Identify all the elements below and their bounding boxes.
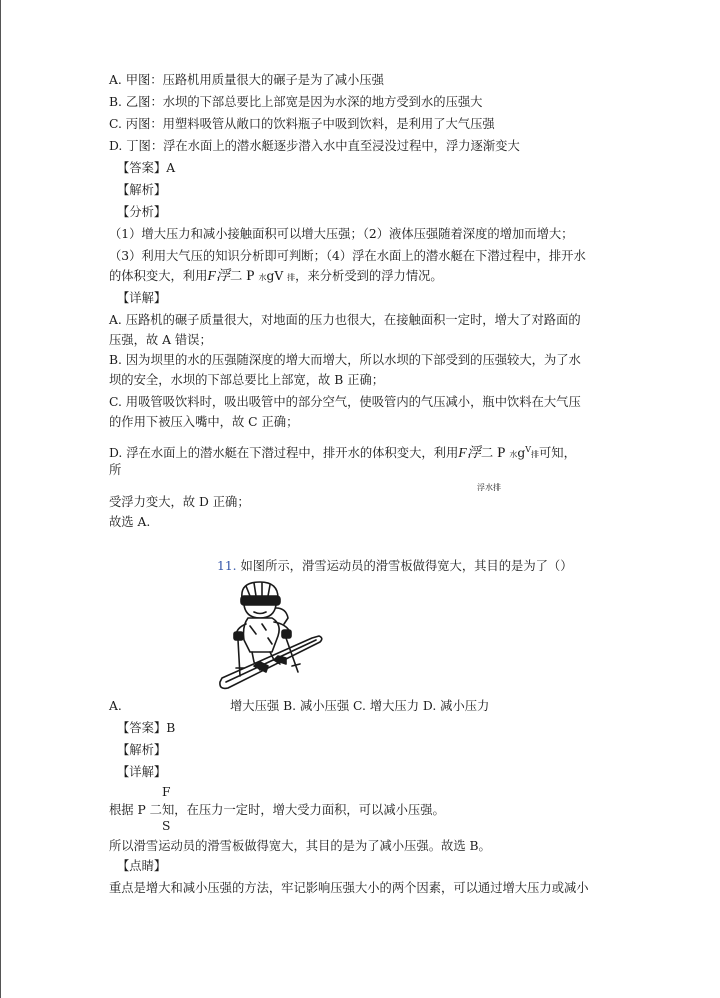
formula-gv: gV <box>266 269 284 283</box>
fenxi-line-3-tail: ，来分析受到的浮力情况。 <box>295 269 443 283</box>
question-number: 11. <box>217 559 237 573</box>
detail-heading: 【详解】 <box>117 291 167 305</box>
formula-fu: 浮 <box>215 269 230 284</box>
detail-b-line-2: 坝的安全，水坝的下部总要比上部宽，故 B 正确； <box>109 373 385 387</box>
fenxi-line-3 <box>109 268 443 286</box>
formula-sub-pai: 排 <box>287 273 296 282</box>
formula2-rho: P <box>497 445 506 462</box>
dianjing-text: 重点是增大和减小压强的方法，牢记影响压强大小的两个因素，可以通过增大压力或减小 <box>109 881 589 895</box>
detail-d-line-3: 受浮力变大，故 D 正确； <box>109 495 250 509</box>
option-d: D. 丁图：浮在水面上的潜水艇逐步潜入水中直至浸没过程中，浮力逐渐变大 <box>109 139 520 153</box>
question-text: 如图所示，滑雪运动员的滑雪板做得宽大，其目的是为了（） <box>240 559 573 573</box>
fraction-numerator: F <box>162 785 171 799</box>
detail-b-line-1: B. 因为坝里的水的压强随深度的增大而增大，所以水坝的下部受到的压强较大，为了水 <box>109 353 581 367</box>
q11-options: 增大压强 B. 减小压强 C. 增大压力 D. 减小压力 <box>230 699 490 713</box>
question-11 <box>217 558 573 574</box>
option-c: C. 丙图：用塑料吸管从敞口的饮料瓶子中吸到饮料，是利用了大气压强 <box>109 117 495 131</box>
analysis-heading: 【解析】 <box>117 183 167 197</box>
formula2-V: V <box>525 445 531 454</box>
formula2-sub-water: 水 <box>509 450 518 460</box>
q11-detail-heading: 【详解】 <box>117 765 167 779</box>
q11-analysis-heading: 【解析】 <box>117 743 167 757</box>
formula-rho: P <box>246 268 255 284</box>
formula-F: F <box>207 269 216 284</box>
fenxi-line-3-text: 的体积变大，利用 <box>109 269 208 283</box>
formula2-eq: 二 <box>480 446 494 461</box>
detail-a-line-1: A. 压路机的碾子质量很大，对地面的压力也很大，在接触面积一定时，增大了对路面的 <box>109 313 581 327</box>
answer-label: 【答案】A <box>117 161 176 175</box>
detail-c-line-2: 的作用下被压入嘴中，故 C 正确； <box>109 415 299 429</box>
skier-figure <box>216 578 324 694</box>
formula2-fu: 浮 <box>466 446 481 462</box>
q11-conclusion: 所以滑雪运动员的滑雪板做得宽大，其目的是为了减小压强。故选 B。 <box>109 839 491 853</box>
detail-a-line-2: 压强，故 A 错误； <box>109 333 212 347</box>
fenxi-heading: 【分析】 <box>117 205 167 219</box>
option-b: B. 乙图：水坝的下部总要比上部宽是因为水深的地方受到水的压强大 <box>109 95 483 109</box>
detail-d-tail: 可知， <box>538 446 576 461</box>
formula-line: 根据 P 二知，在压力一定时，增大受力面积，可以减小压强。 <box>109 803 445 817</box>
dianjing-heading: 【点睛】 <box>117 859 167 873</box>
choose-line: 故选 A. <box>109 515 151 529</box>
detail-d-text: D. 浮在水面上的潜水艇在下潜过程中，排开水的体积变大，利用 <box>109 446 459 461</box>
formula-eq: 二 <box>229 269 243 283</box>
detail-d-line-2: 所 <box>109 463 122 477</box>
fraction-denominator: S <box>162 819 171 833</box>
fenxi-line-1: （1）增大压力和减小接触面积可以增大压强；（2）液体压强随着深度的增加而增大； <box>109 227 574 241</box>
q11-answer: 【答案】B <box>117 721 176 735</box>
option-a-label: A. <box>109 699 122 713</box>
fenxi-line-2: （3）利用大气压的知识分析即可判断；（4）浮在水面上的潜水艇在下潜过程中，排开水 <box>109 249 586 263</box>
detail-c-line-1: C. 用吸管吸饮料时，吸出吸管中的部分空气，使吸管内的气压减小，瓶中饮料在大气压 <box>109 395 581 409</box>
detail-d-line-1 <box>109 442 576 463</box>
formula2-F: F <box>458 446 467 462</box>
formula2-g: g <box>517 446 526 461</box>
option-a: A. 甲图：压路机用质量很大的碾子是为了减小压强 <box>109 73 384 87</box>
formula-sub-water: 水 <box>258 273 267 282</box>
detail-d-subscript: 浮水排 <box>477 483 501 492</box>
formula2-sub-pai: 排 <box>530 450 539 460</box>
